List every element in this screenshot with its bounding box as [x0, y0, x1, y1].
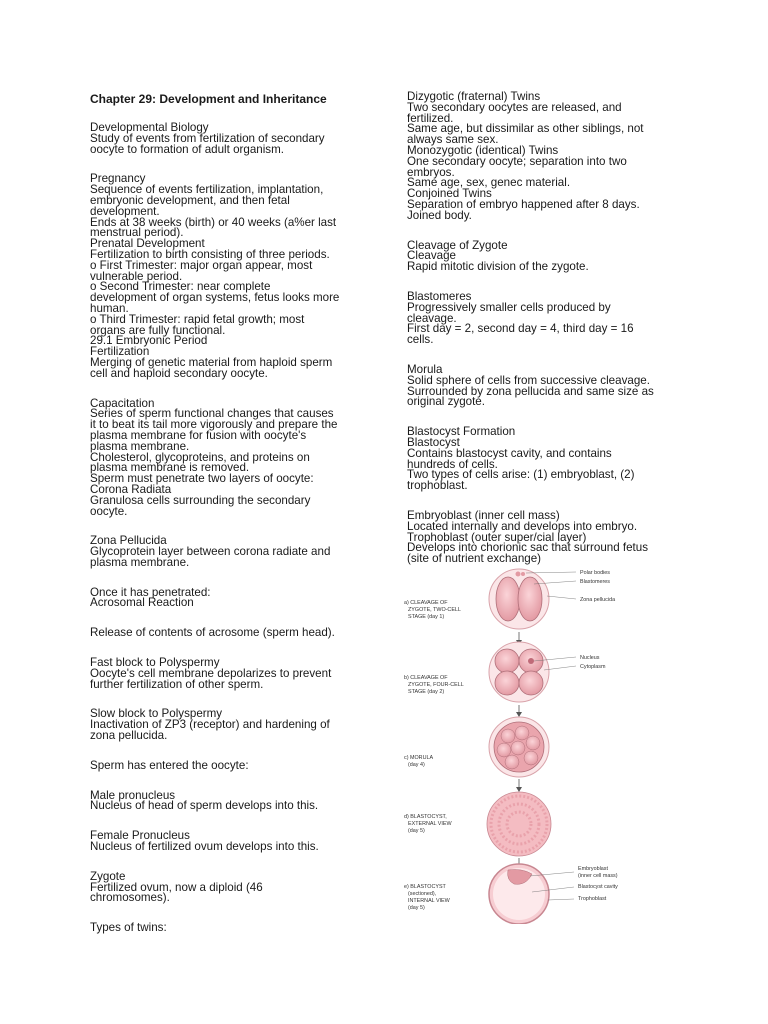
paragraph-gap [90, 742, 365, 761]
note-block [90, 239, 365, 336]
four-cell-stage [489, 642, 576, 702]
note-block [407, 189, 687, 221]
note-block [90, 628, 365, 639]
note-line: oocyte. [90, 504, 128, 518]
note-line: Cleavage [407, 249, 456, 263]
note-line: Surrounded by zona pellucida and same size as [407, 384, 654, 398]
note-line: original zygote. [407, 395, 485, 409]
note-line: Oocyte's cell membrane depolarizes to prevent [90, 666, 332, 680]
note-block [90, 758, 365, 772]
note-line: o Third Trimester: rapid fetal growth; most [90, 312, 305, 326]
chapter-title: Chapter 29: Development and Inheritance [90, 92, 327, 106]
note-block [90, 474, 365, 517]
note-block [407, 289, 687, 347]
note-line: First day = 2, second day = 4, third day = 16 [407, 322, 634, 336]
note-line: Developmental Biology [90, 121, 209, 134]
note-line: Study of events from fertilization of secondary [90, 131, 325, 145]
stage-e-line3: INTERNAL VIEW [408, 898, 450, 904]
note-line: Cholesterol, glycoproteins, and proteins on [90, 450, 310, 464]
note-line: 29.1 Embryonic Period [90, 334, 208, 348]
note-block [90, 788, 365, 813]
note-line: o First Trimester: major organ appear, most [90, 258, 313, 272]
note-block [90, 123, 365, 155]
note-line: Inactivation of ZP3 (receptor) and hardening of [90, 718, 330, 732]
note-line: Series of sperm functional changes that causes [90, 407, 334, 421]
note-line: further fertilization of other sperm. [90, 677, 264, 691]
note-block [90, 658, 365, 690]
note-line: Nucleus of fertilized ovum develops into this. [90, 840, 319, 854]
note-block [90, 396, 365, 475]
note-line: Monozygotic (identical) Twins [407, 143, 559, 157]
note-line: Trophoblast (outer super/cial layer) [407, 530, 587, 544]
note-line: Located internally and develops into embryo. [407, 519, 638, 533]
paragraph-gap [407, 346, 687, 365]
note-line: Slow block to Polyspermy [90, 707, 223, 721]
note-line: Sequence of events fertilization, implantation, [90, 183, 324, 197]
note-line: plasma membrane is removed. [90, 461, 250, 475]
left-notes [90, 123, 365, 934]
paragraph-gap [407, 222, 687, 241]
note-line: Contains blastocyst cavity, and contains [407, 446, 612, 460]
stage-d-line3: (day 5) [408, 828, 425, 834]
paragraph-gap [90, 380, 365, 399]
blastocyst-internal-stage [489, 864, 574, 924]
note-line: oocyte to formation of adult organism. [90, 142, 284, 156]
note-line: Rapid mitotic division of the zygote. [407, 260, 589, 274]
note-line: development. [90, 204, 160, 218]
arrow-down-icon [516, 779, 522, 792]
note-block [407, 92, 687, 146]
embryo-cleavage-figure [404, 566, 704, 924]
label-zona-pellucida: Zona pellucida [580, 597, 616, 603]
note-line: Male pronucleus [90, 788, 176, 802]
label-polar-bodies: Polar bodies [580, 570, 610, 576]
note-line: Female Pronucleus [90, 829, 190, 843]
label-trophoblast: Trophoblast [578, 896, 607, 902]
stage-e-line4: (day 5) [408, 905, 425, 911]
note-line: Zona Pellucida [90, 534, 167, 548]
label-embryoblast: Embryoblast [578, 866, 608, 872]
note-line: Corona Radiata [90, 482, 172, 496]
note-line: Embryoblast (inner cell mass) [407, 508, 560, 522]
note-line: Same age, but dissimilar as other siblings, not [407, 122, 644, 136]
paragraph-gap [90, 772, 365, 791]
note-line: it to beat its tail more vigorously and prepare the [90, 418, 338, 432]
note-block [90, 536, 365, 568]
note-line: Two types of cells arise: (1) embryoblast, (2) [407, 468, 635, 482]
note-block [90, 709, 365, 741]
note-line: embryos. [407, 165, 455, 179]
note-line: Separation of embryo happened after 8 days. [407, 197, 640, 211]
note-line: Ends at 38 weeks (birth) or 40 weeks (a%er last [90, 215, 337, 229]
note-line: (site of nutrient exchange) [407, 552, 542, 566]
paragraph-gap [90, 569, 365, 588]
stage-d-line2: EXTERNAL VIEW [408, 821, 452, 827]
note-line: Release of contents of acrosome (sperm head). [90, 626, 335, 640]
note-line: plasma membrane. [90, 555, 190, 569]
stage-e-line1: e) BLASTOCYST [404, 884, 446, 890]
stage-a-line3: STAGE (day 1) [408, 614, 445, 620]
note-line: Sperm has entered the oocyte: [90, 758, 249, 772]
stage-e-line2: (sectioned), [408, 891, 437, 897]
note-line: Glycoprotein layer between corona radiate and [90, 545, 331, 559]
note-line: zona pellucida. [90, 729, 168, 743]
note-block [407, 143, 687, 190]
note-block [407, 238, 687, 274]
note-block [90, 174, 365, 239]
note-line: Fast block to Polyspermy [90, 656, 220, 670]
blastocyst-external-stage [487, 792, 551, 856]
note-line: Joined body. [407, 208, 472, 222]
note-block [407, 508, 687, 566]
note-line: Nucleus of head of sperm develops into this. [90, 799, 319, 813]
note-line: cleavage. [407, 311, 457, 325]
note-line: Acrosomal Reaction [90, 596, 194, 610]
note-block [90, 923, 365, 934]
label-blastocyst-cavity: Blastocyst cavity [578, 884, 618, 890]
note-line: o Second Trimester: near complete [90, 280, 271, 294]
note-block [407, 362, 687, 409]
note-line: trophoblast. [407, 479, 468, 493]
right-notes [407, 92, 687, 565]
stage-c-line2: (day 4) [408, 762, 425, 768]
note-line: Solid sphere of cells from successive cleavage. [407, 373, 650, 387]
note-block [90, 869, 365, 905]
note-line: Granulosa cells surrounding the secondary [90, 493, 311, 507]
stage-d-line1: d) BLASTOCYST, [404, 814, 447, 820]
note-line: Zygote [90, 869, 126, 883]
two-cell-stage [489, 569, 576, 629]
note-line: Types of twins: [90, 921, 167, 935]
right-column [407, 92, 687, 565]
note-line: Once it has penetrated: [90, 585, 211, 599]
note-line: organs are fully functional. [90, 323, 226, 337]
note-line: fertilized. [407, 111, 454, 125]
note-line: Capacitation [90, 396, 155, 410]
note-line: Merging of genetic material from haploid sperm [90, 355, 333, 369]
note-line: Develops into chorionic sac that surround fetus [407, 541, 649, 555]
left-column [90, 92, 365, 934]
label-blastomeres: Blastomeres [580, 579, 610, 585]
note-line: Fertilization [90, 345, 150, 359]
arrow-down-icon [516, 705, 522, 717]
note-line: Dizygotic (fraternal) Twins [407, 90, 541, 103]
label-cytoplasm: Cytoplasm [580, 664, 606, 670]
note-block [90, 585, 365, 610]
note-line: Cleavage of Zygote [407, 238, 508, 252]
note-line: cell and haploid secondary oocyte. [90, 366, 268, 380]
note-line: Fertilized ovum, now a diploid (46 [90, 880, 263, 894]
note-line: Blastocyst Formation [407, 425, 516, 439]
note-line: embryonic development, and then fetal [90, 193, 290, 207]
note-line: development of organ systems, fetus looks more [90, 291, 340, 305]
note-line: Sperm must penetrate two layers of oocyte: [90, 472, 314, 486]
note-line: chromosomes). [90, 891, 170, 905]
stage-b-line3: STAGE (day 2) [408, 689, 445, 695]
stage-c-line1: c) MORULA [404, 755, 434, 761]
note-block [90, 336, 365, 379]
note-line: Same age, sex, genec material. [407, 176, 571, 190]
note-line: hundreds of cells. [407, 457, 498, 471]
note-line: Conjoined Twins [407, 187, 492, 201]
note-line: Blastomeres [407, 289, 472, 303]
morula-stage [489, 717, 549, 777]
note-line: Blastocyst [407, 435, 460, 449]
stage-a-line1: a) CLEAVAGE OF [404, 600, 448, 606]
label-nucleus: Nucleus [580, 655, 600, 661]
note-line: Fertilization to birth consisting of three periods. [90, 247, 330, 261]
paragraph-gap [90, 853, 365, 872]
note-line: menstrual period). [90, 226, 184, 240]
note-line: plasma membrane. [90, 439, 190, 453]
note-line: plasma membrane for fusion with oocyte's [90, 428, 307, 442]
note-line: Pregnancy [90, 172, 146, 186]
note-line: always same sex. [407, 133, 499, 147]
note-line: Prenatal Development [90, 237, 205, 251]
note-line: Morula [407, 362, 443, 376]
stage-b-line1: b) CLEAVAGE OF [404, 675, 448, 681]
note-line: cells. [407, 333, 434, 347]
note-line: Progressively smaller cells produced by [407, 300, 611, 314]
stage-a-line2: ZYGOTE, TWO-CELL [408, 607, 461, 613]
note-block [90, 831, 365, 853]
note-line: Two secondary oocytes are released, and [407, 100, 622, 114]
stage-b-line2: ZYGOTE, FOUR-CELL [408, 682, 464, 688]
note-line: One secondary oocyte; separation into two [407, 154, 627, 168]
note-block [407, 427, 687, 492]
note-line: human. [90, 301, 129, 315]
note-line: vulnerable period. [90, 269, 183, 283]
label-inner-cell-mass: (inner cell mass) [578, 873, 618, 879]
